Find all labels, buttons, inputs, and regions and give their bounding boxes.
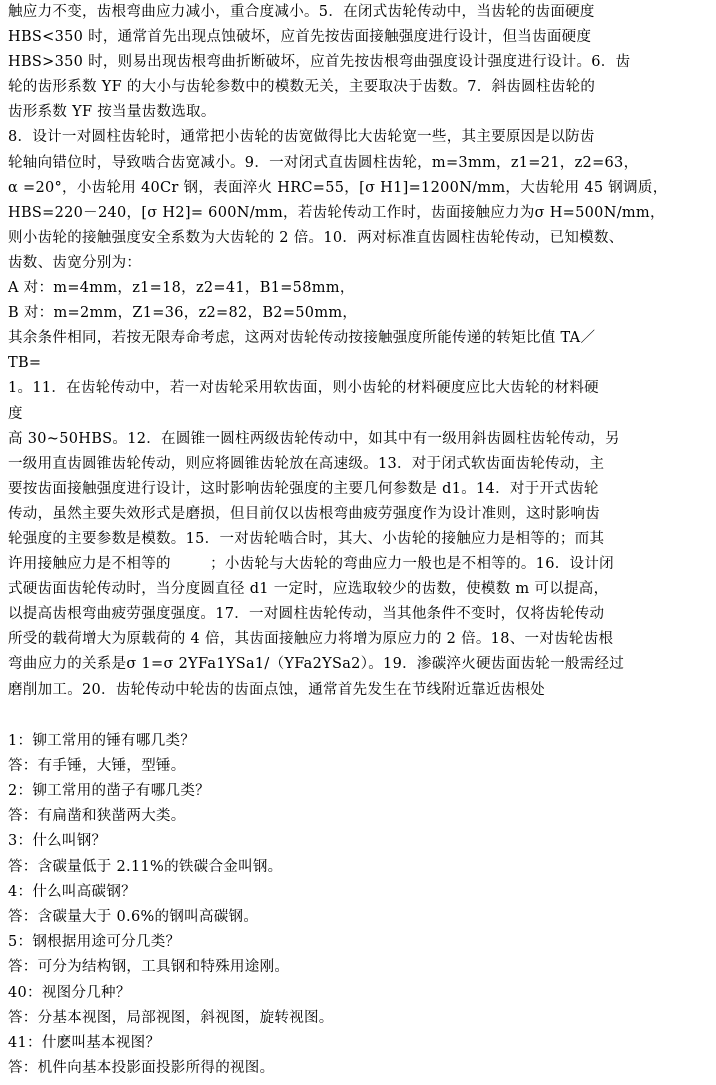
answer: 答：机件向基本投影面投影所得的视图。 [8,1060,275,1077]
text-line: HBS=220－240，[σ H2]= 600N/mm，若齿轮传动工作时，齿面接触应力为σ H=500N/mm， [8,204,665,221]
answer: 答：含碳量低于 2.11%的铁碳合金叫钢。 [8,858,283,875]
text-line: TB= [8,355,42,372]
text-line: 许用接触应力是不相等的 ；小齿轮与大齿轮的弯曲应力一般也是不相等的。16．设计闭 [8,556,614,573]
text-line: 一级用直齿圆锥齿轮传动，则应将圆锥齿轮放在高速级。13．对于闭式软齿面齿轮传动，主 [8,455,605,472]
text-line: 度 [8,405,23,422]
answer: 答：有手锤，大锤，型锤。 [8,757,186,774]
question: 5：钢根据用途可分几类？ [8,934,181,951]
text-line: B 对：m=2mm，Z1=36，z2=82，B2=50mm， [8,305,358,322]
question: 2：铆工常用的凿子有哪几类？ [8,783,210,800]
text-line: HBS>350 时，则易出现齿根弯曲折断破坏，应首先按齿根弯曲强度设计强度进行设计。6．齿 [8,54,631,71]
question: 4：什么叫高碳钢？ [8,883,136,900]
text-line: HBS<350 时，通常首先出现点蚀破坏，应首先按齿面接触强度进行设计，但当齿面硬度 [8,29,592,46]
text-line: 传动，虽然主要失效形式是磨损，但目前仅以齿根弯曲疲劳强度作为设计准则，这时影响齿 [8,505,600,522]
question: 41：什麽叫基本视图？ [8,1035,161,1052]
text-line: 触应力不变，齿根弯曲应力减小，重合度减小。5．在闭式齿轮传动中，当齿轮的齿面硬度 [8,4,595,20]
section-spacer [8,703,708,729]
answer: 答：分基本视图，局部视图，斜视图，旋转视图。 [8,1009,334,1026]
text-line: 齿形系数 YF 按当量齿数选取。 [8,104,216,121]
text-line: 磨削加工。20．齿轮传动中轮齿的齿面点蚀，通常首先发生在节线附近靠近齿根处 [8,681,546,698]
answer: 答：有扁凿和狭凿两大类。 [8,808,186,825]
text-line: 轮强度的主要参数是模数。15．一对齿轮啮合时，其大、小齿轮的接触应力是相等的；而其 [8,530,605,547]
gear-transmission-answers [8,0,708,703]
question: 1：铆工常用的锤有哪几类？ [8,732,196,749]
text-line: 轮的齿形系数 YF 的大小与齿轮参数中的模数无关，主要取决于齿数。7．斜齿圆柱齿轮的 [8,79,596,96]
text-line: 齿数、齿宽分别为： [8,254,142,271]
text-line: α =20°，小齿轮用 40Cr 钢，表面淬火 HRC=55，[σ H1]=1200N/mm，大齿轮用 45 钢调质， [8,179,668,196]
text-line: 要按齿面接触强度进行设计，这时影响齿轮强度的主要几何参数是 d1。14．对于开式齿轮 [8,480,599,497]
text-line: 轮轴向错位时，导致啮合齿宽减小。9．一对闭式直齿圆柱齿轮，m=3mm，z1=21，z2=63， [8,154,639,171]
text-line: 弯曲应力的关系是σ 1=σ 2YFa1YSa1/（YFa2YSa2）。19．渗碳淬火硬齿面齿轮一般需经过 [8,656,625,673]
text-line: 式硬齿面齿轮传动时，当分度圆直径 d1 一定时，应选取较少的齿数，使模数 m 可以提高， [8,581,609,598]
answer: 答：可分为结构钢，工具钢和特殊用途刚。 [8,959,290,976]
text-line: 以提高齿根弯曲疲劳强度强度。17．一对圆柱齿轮传动，当其他条件不变时，仅将齿轮传动 [8,606,605,623]
question: 40：视图分几种？ [8,984,131,1001]
text-line: 所受的载荷增大为原载荷的 4 倍，其齿面接触应力将增为原应力的 2 倍。18、一对齿轮齿根 [8,631,614,648]
text-line: 高 30~50HBS。12．在圆锥一圆柱两级齿轮传动中，如其中有一级用斜齿圆柱齿轮传动，另 [8,430,620,447]
text-line: 8．设计一对圆柱齿轮时，通常把小齿轮的齿宽做得比大齿轮宽一些，其主要原因是以防齿 [8,129,595,146]
text-line: 则小齿轮的接触强度安全系数为大齿轮的 2 倍。10．两对标准直齿圆柱齿轮传动，已知模数、 [8,229,624,246]
text-line: 1。11．在齿轮传动中，若一对齿轮采用软齿面，则小齿轮的材料硬度应比大齿轮的材料硬 [8,380,599,397]
riveter-qa-list [8,729,708,1082]
text-line: 其余条件相同，若按无限寿命考虑，这两对齿轮传动按接触强度所能传递的转矩比值 TA／ [8,330,596,347]
question: 3：什么叫钢？ [8,833,107,850]
answer: 答：含碳量大于 0.6%的钢叫高碳钢。 [8,909,259,926]
text-line: A 对：m=4mm，z1=18，z2=41，B1=58mm， [8,280,355,297]
